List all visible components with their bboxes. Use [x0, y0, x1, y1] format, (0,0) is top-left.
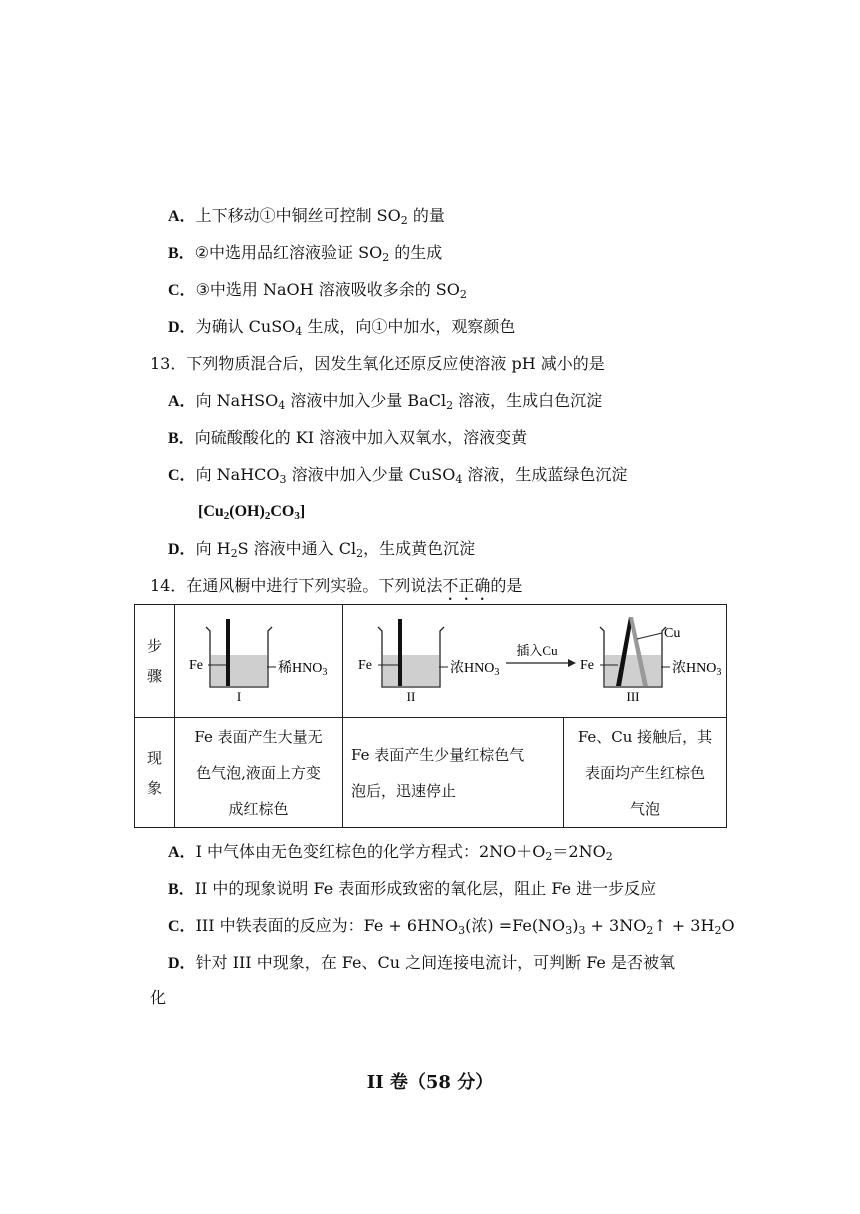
q12-option-b: B．②中选用品红溶液验证 $SO_2$ 的生成	[168, 243, 443, 264]
fe-label-3: Fe	[579, 658, 594, 673]
steps-row	[135, 605, 727, 718]
observation-2: Fe 表面产生少量红棕色气 泡后，迅速停止	[343, 718, 564, 828]
q14-option-b: B．II 中的现象说明 Fe 表面形成致密的氧化层，阻止 Fe 进一步反应	[168, 879, 657, 898]
fe-label-1: Fe	[188, 658, 203, 673]
q13-option-b: B．向硫酸酸化的 KI 溶液中加入双氧水，溶液变黄	[168, 428, 528, 447]
beaker-3-liquid	[605, 655, 661, 686]
q13-option-a: A．向 NaHSO$_4$ 溶液中加入少量 BaCl$_2$ 溶液，生成白色沉淀	[168, 391, 603, 412]
observation-1: Fe 表面产生大量无 色气泡,液面上方变 成红棕色	[175, 718, 343, 828]
beaker-1-label: I	[236, 689, 241, 704]
q13-stem: 13．下列物质混合后，因发生氧化还原反应使溶液 pH 减小的是	[150, 354, 605, 373]
q12-option-d: D．为确认 CuSO$_4$ 生成，向①中加水，观察颜色	[168, 317, 516, 338]
arrow-head	[568, 659, 576, 667]
cu-label: Cu	[663, 626, 680, 641]
q13-option-d: D．向 $H_2S$ 溶液中通入 $Cl_2$，生成黄色沉淀	[168, 539, 476, 560]
insert-cu-label: 插入Cu	[515, 643, 558, 658]
beaker-2-3-diagram	[344, 605, 726, 704]
q14-option-d-continued: 化	[150, 988, 167, 1007]
beaker-1-diagram	[176, 605, 342, 704]
conc-hno3-label-2: 浓$HNO_3$	[449, 661, 499, 678]
step-2-3-figure	[343, 605, 727, 718]
step-1-figure	[175, 605, 343, 718]
q12-option-c: C．③中选用 NaOH 溶液吸收多余的 $SO_2$	[168, 280, 467, 301]
part-two-title: II 卷（58 分）	[366, 1072, 494, 1093]
fe-wire-2	[398, 619, 402, 686]
fe-wire-1	[226, 619, 230, 686]
beaker-2-liquid	[383, 655, 439, 686]
beaker-3-label: III	[626, 689, 639, 704]
q13-option-c: C．向 NaHCO$_3$ 溶液中加入少量 CuSO$_4$ 溶液，生成蓝绿色沉淀	[168, 465, 628, 486]
steps-header: 步 骤	[135, 605, 175, 718]
q12-option-a: A．上下移动①中铜丝可控制 $SO_2$ 的量	[168, 206, 445, 227]
beaker-2-label: II	[406, 689, 415, 704]
q14-option-a: A．I 中气体由无色变红棕色的化学方程式：$2NO+O_2=2NO_2$	[168, 842, 613, 863]
observations-row	[135, 718, 727, 828]
fe-label-2: Fe	[357, 658, 372, 673]
q13-option-c-formula: $[Cu_2(OH)_2CO_3]$	[198, 503, 306, 522]
beaker-1-liquid	[211, 655, 267, 686]
dilute-hno3-label: 稀$HNO_3$	[277, 661, 327, 678]
experiment-table	[134, 604, 727, 828]
observations-header: 现 象	[135, 718, 175, 828]
q14-option-c: C．III 中铁表面的反应为：$Fe + 6HNO_3$(浓) $=Fe(NO_3)_3$ + $3NO_2↑ + 3H_2O$	[168, 916, 735, 937]
observation-3: Fe、Cu 接触后，其 表面均产生红棕色 气泡	[564, 718, 727, 828]
q14-stem: 14．在通风橱中进行下列实验。下列说法不正确的是	[150, 576, 523, 595]
conc-hno3-label-3: 浓$HNO_3$	[671, 661, 721, 678]
q14-option-d: D．针对 III 中现象，在 Fe、Cu 之间连接电流计，可判断 Fe 是否被氧	[168, 953, 675, 972]
